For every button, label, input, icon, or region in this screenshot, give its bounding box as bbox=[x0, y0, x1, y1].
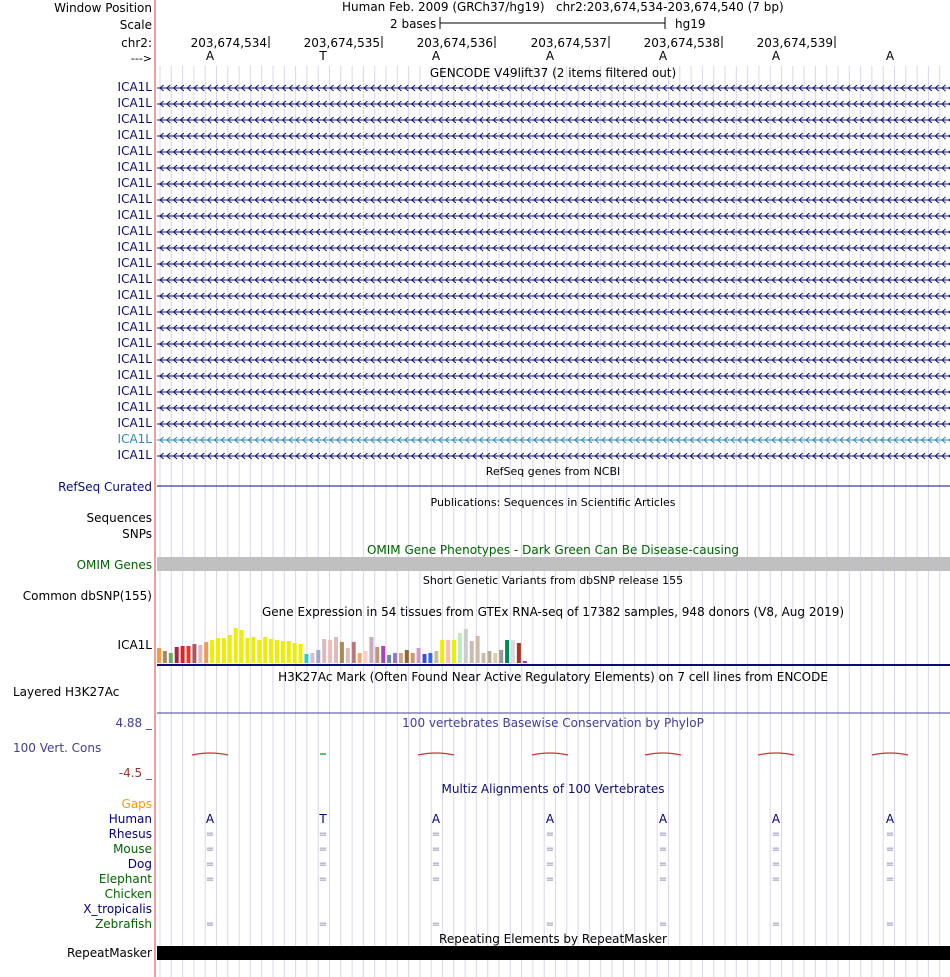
base-letter: A bbox=[205, 49, 215, 63]
gtex-tissue-bar bbox=[340, 642, 344, 663]
multiz-species-label[interactable]: Zebrafish bbox=[95, 917, 152, 931]
multiz-species-label[interactable]: Chicken bbox=[104, 887, 152, 901]
phylop-track-label[interactable]: 100 Vert. Cons bbox=[13, 741, 102, 755]
gtex-tissue-bar bbox=[157, 648, 161, 663]
phylop-max-label: 4.88 _ bbox=[115, 716, 152, 730]
gtex-tissue-bar bbox=[428, 653, 432, 663]
scale-label: Scale bbox=[119, 18, 152, 32]
gencode-transcript-label[interactable]: ICA1L bbox=[117, 368, 152, 382]
gtex-tissue-bar bbox=[204, 642, 208, 663]
gtex-tissue-bar bbox=[369, 637, 373, 663]
gencode-transcript-label[interactable]: ICA1L bbox=[117, 272, 152, 286]
phylop-mark bbox=[872, 753, 908, 755]
multiz-match-mark: = bbox=[205, 859, 215, 870]
gencode-transcript-label[interactable]: ICA1L bbox=[117, 304, 152, 318]
gencode-transcript-label[interactable]: ICA1L bbox=[117, 80, 152, 94]
gtex-tissue-bar bbox=[216, 638, 220, 663]
gencode-transcript-label[interactable]: ICA1L bbox=[117, 432, 152, 446]
gtex-tissue-bar bbox=[210, 640, 214, 663]
gencode-transcript-label[interactable]: ICA1L bbox=[117, 400, 152, 414]
gtex-tissue-bar bbox=[187, 646, 191, 663]
gencode-transcript-label[interactable]: ICA1L bbox=[117, 288, 152, 302]
gtex-tissue-bar bbox=[423, 654, 427, 663]
multiz-match-mark: = bbox=[771, 919, 781, 930]
gtex-tissue-bar bbox=[198, 645, 202, 663]
base-letter: A bbox=[545, 49, 555, 63]
gtex-tissue-bar bbox=[310, 653, 314, 663]
gtex-tissue-bar bbox=[446, 640, 450, 663]
gtex-tissue-bar bbox=[169, 653, 173, 663]
gtex-tissue-bar bbox=[293, 643, 297, 663]
gtex-tissue-bar bbox=[517, 643, 521, 663]
gtex-tissue-bar bbox=[181, 646, 185, 663]
gtex-tissue-bar bbox=[487, 651, 491, 663]
multiz-match-mark: = bbox=[205, 919, 215, 930]
phylop-mark bbox=[418, 753, 454, 755]
gencode-transcript-label[interactable]: ICA1L bbox=[117, 176, 152, 190]
gtex-track-label[interactable]: ICA1L bbox=[117, 638, 152, 652]
multiz-match-mark: = bbox=[545, 874, 555, 885]
chr-label: chr2: bbox=[121, 36, 152, 50]
multiz-human-base: A bbox=[545, 812, 555, 826]
sequences-track-label[interactable]: Sequences bbox=[86, 511, 152, 525]
gtex-tissue-bar bbox=[476, 636, 480, 663]
multiz-match-mark: = bbox=[318, 859, 328, 870]
gtex-tissue-bar bbox=[440, 640, 444, 663]
base-letter: A bbox=[658, 49, 668, 63]
gencode-transcript-label[interactable]: ICA1L bbox=[117, 224, 152, 238]
gencode-transcript-label[interactable]: ICA1L bbox=[117, 240, 152, 254]
gtex-track-title: Gene Expression in 54 tissues from GTEx RNA-seq of 17382 samples, 948 donors (V8, Aug 2019) bbox=[261, 605, 845, 619]
gtex-tissue-bar bbox=[246, 638, 250, 663]
snps-track-label[interactable]: SNPs bbox=[122, 527, 152, 541]
gtex-tissue-bar bbox=[334, 637, 338, 663]
refseq-track-title: RefSeq genes from NCBI bbox=[485, 465, 621, 478]
multiz-match-mark: = bbox=[318, 874, 328, 885]
gtex-tissue-bar bbox=[393, 653, 397, 663]
gtex-tissue-bar bbox=[240, 630, 244, 663]
gtex-tissue-bar bbox=[257, 640, 261, 663]
strand-label: ---> bbox=[130, 52, 152, 65]
multiz-species-label[interactable]: Dog bbox=[127, 857, 152, 871]
coordinate-label: 203,674,539 bbox=[756, 36, 833, 50]
multiz-match-mark: = bbox=[658, 919, 668, 930]
multiz-match-mark: = bbox=[771, 844, 781, 855]
refseq-track-label[interactable]: RefSeq Curated bbox=[58, 480, 152, 494]
multiz-species-label[interactable]: Elephant bbox=[98, 872, 152, 886]
multiz-match-mark: = bbox=[205, 829, 215, 840]
dbsnp-track-label[interactable]: Common dbSNP(155) bbox=[22, 589, 152, 603]
omim-track-title: OMIM Gene Phenotypes - Dark Green Can Be Disease-causing bbox=[366, 543, 740, 557]
multiz-match-mark: = bbox=[885, 919, 895, 930]
multiz-match-mark: = bbox=[771, 874, 781, 885]
multiz-species-label[interactable]: Mouse bbox=[113, 842, 152, 856]
gtex-tissue-bar bbox=[305, 654, 309, 663]
h3k27ac-track-title: H3K27Ac Mark (Often Found Near Active Regulatory Elements) on 7 cell lines from ENCODE bbox=[278, 670, 828, 684]
multiz-human-base: A bbox=[431, 812, 441, 826]
multiz-species-label[interactable]: Gaps bbox=[121, 797, 152, 811]
gtex-tissue-bar bbox=[234, 628, 238, 663]
gtex-tissue-bar bbox=[399, 653, 403, 663]
gtex-tissue-bar bbox=[464, 629, 468, 663]
repeatmasker-track-title: Repeating Elements by RepeatMasker bbox=[439, 932, 667, 946]
gtex-tissue-bar bbox=[375, 647, 379, 663]
multiz-species-label[interactable]: Rhesus bbox=[108, 827, 152, 841]
gtex-tissue-bar bbox=[316, 650, 320, 663]
gtex-tissue-bar bbox=[358, 653, 362, 663]
multiz-match-mark: = bbox=[885, 829, 895, 840]
multiz-human-base: A bbox=[771, 812, 781, 826]
h3k27ac-track-label[interactable]: Layered H3K27Ac bbox=[13, 685, 120, 699]
gtex-tissue-bar bbox=[251, 637, 255, 663]
base-letter: A bbox=[885, 49, 895, 63]
gtex-tissue-bar bbox=[281, 641, 285, 663]
gtex-tissue-bar bbox=[175, 647, 179, 663]
gencode-transcript-label[interactable]: ICA1L bbox=[117, 336, 152, 350]
gencode-transcript-label[interactable]: ICA1L bbox=[117, 320, 152, 334]
gtex-tissue-bar bbox=[275, 640, 279, 663]
gencode-transcript-label[interactable]: ICA1L bbox=[117, 192, 152, 206]
multiz-match-mark: = bbox=[431, 844, 441, 855]
gtex-tissue-bar bbox=[269, 639, 273, 663]
gtex-tissue-bar bbox=[417, 648, 421, 663]
base-letter: A bbox=[431, 49, 441, 63]
gtex-tissue-bar bbox=[499, 650, 503, 663]
multiz-human-base: A bbox=[658, 812, 668, 826]
gtex-tissue-bar bbox=[222, 638, 226, 663]
base-letter: A bbox=[771, 49, 781, 63]
multiz-match-mark: = bbox=[545, 859, 555, 870]
multiz-human-base: A bbox=[205, 812, 215, 826]
gtex-tissue-bar bbox=[322, 639, 326, 663]
gencode-transcript-label[interactable]: ICA1L bbox=[117, 416, 152, 430]
multiz-match-mark: = bbox=[658, 859, 668, 870]
omim-track-label[interactable]: OMIM Genes bbox=[76, 558, 152, 572]
multiz-match-mark: = bbox=[318, 844, 328, 855]
phylop-mark bbox=[532, 753, 568, 755]
db-label: hg19 bbox=[675, 17, 706, 31]
phylop-mark bbox=[192, 753, 228, 755]
window-position-label: Window Position bbox=[54, 1, 152, 15]
gencode-transcript-label[interactable]: ICA1L bbox=[117, 112, 152, 126]
multiz-track-title: Multiz Alignments of 100 Vertebrates bbox=[441, 782, 665, 796]
gtex-tissue-bar bbox=[163, 651, 167, 663]
gtex-tissue-bar bbox=[192, 644, 196, 663]
multiz-match-mark: = bbox=[658, 874, 668, 885]
multiz-match-mark: = bbox=[431, 859, 441, 870]
coordinate-label: 203,674,538 bbox=[643, 36, 720, 50]
coordinate-label: 203,674,537 bbox=[530, 36, 607, 50]
multiz-match-mark: = bbox=[318, 919, 328, 930]
phylop-track-title: 100 vertebrates Basewise Conservation by PhyloP bbox=[402, 716, 704, 730]
gtex-tissue-bar bbox=[405, 650, 409, 663]
multiz-species-label[interactable]: X_tropicalis bbox=[83, 902, 152, 916]
gtex-tissue-bar bbox=[434, 651, 438, 663]
coordinate-label: 203,674,534 bbox=[190, 36, 267, 50]
multiz-species-label[interactable]: Human bbox=[108, 812, 152, 826]
coordinate-label: 203,674,535 bbox=[303, 36, 380, 50]
gencode-transcript-label[interactable]: ICA1L bbox=[117, 352, 152, 366]
gtex-tissue-bar bbox=[411, 653, 415, 663]
multiz-match-mark: = bbox=[885, 844, 895, 855]
scale-text: 2 bases bbox=[390, 17, 437, 31]
gtex-tissue-bar bbox=[387, 655, 391, 663]
gencode-transcript-label[interactable]: ICA1L bbox=[117, 144, 152, 158]
gtex-tissue-bar bbox=[505, 640, 509, 663]
gtex-tissue-bar bbox=[511, 640, 515, 663]
gtex-tissue-bar bbox=[452, 640, 456, 663]
publications-track-title: Publications: Sequences in Scientific Articles bbox=[430, 496, 676, 509]
assembly-title: Human Feb. 2009 (GRCh37/hg19) chr2:203,674,534-203,674,540 (7 bp) bbox=[342, 0, 784, 14]
repeatmasker-track-label[interactable]: RepeatMasker bbox=[66, 946, 152, 960]
gtex-tissue-bar bbox=[263, 637, 267, 663]
multiz-match-mark: = bbox=[658, 844, 668, 855]
multiz-match-mark: = bbox=[431, 874, 441, 885]
gencode-transcript-label[interactable]: ICA1L bbox=[117, 384, 152, 398]
gtex-tissue-bar bbox=[523, 661, 527, 663]
phylop-mark bbox=[758, 753, 794, 755]
dbsnp-track-title: Short Genetic Variants from dbSNP release 155 bbox=[422, 574, 684, 587]
gencode-transcript-label[interactable]: ICA1L bbox=[117, 208, 152, 222]
multiz-match-mark: = bbox=[885, 874, 895, 885]
multiz-human-base: T bbox=[319, 812, 327, 826]
gtex-tissue-bar bbox=[346, 648, 350, 663]
gtex-tissue-bar bbox=[458, 633, 462, 663]
multiz-match-mark: = bbox=[545, 844, 555, 855]
gtex-tissue-bar bbox=[287, 641, 291, 663]
multiz-match-mark: = bbox=[431, 829, 441, 840]
multiz-match-mark: = bbox=[771, 829, 781, 840]
gtex-tissue-bar bbox=[470, 641, 474, 663]
gtex-tissue-bar bbox=[482, 653, 486, 663]
gencode-transcript-label[interactable]: ICA1L bbox=[117, 160, 152, 174]
coordinate-label: 203,674,536 bbox=[416, 36, 493, 50]
multiz-match-mark: = bbox=[658, 829, 668, 840]
gtex-tissue-bar bbox=[493, 653, 497, 663]
multiz-match-mark: = bbox=[205, 874, 215, 885]
multiz-match-mark: = bbox=[545, 829, 555, 840]
base-letter: T bbox=[319, 49, 327, 63]
gencode-transcript-label[interactable]: ICA1L bbox=[117, 448, 152, 462]
gencode-track-title: GENCODE V49lift37 (2 items filtered out) bbox=[429, 66, 677, 80]
gtex-tissue-bar bbox=[381, 646, 385, 663]
omim-bar bbox=[157, 557, 950, 571]
gtex-tissue-bar bbox=[228, 635, 232, 663]
phylop-mark bbox=[645, 753, 681, 755]
multiz-human-base: A bbox=[885, 812, 895, 826]
multiz-match-mark: = bbox=[885, 859, 895, 870]
gtex-tissue-bar bbox=[364, 651, 368, 663]
phylop-min-label: -4.5 _ bbox=[118, 766, 152, 780]
gencode-transcript-label[interactable]: ICA1L bbox=[117, 128, 152, 142]
gencode-transcript-label[interactable]: ICA1L bbox=[117, 256, 152, 270]
gencode-transcript-label[interactable]: ICA1L bbox=[117, 96, 152, 110]
gtex-tissue-bar bbox=[328, 640, 332, 663]
gtex-tissue-bar bbox=[299, 644, 303, 663]
multiz-match-mark: = bbox=[205, 844, 215, 855]
multiz-match-mark: = bbox=[318, 829, 328, 840]
repeatmasker-bar bbox=[157, 946, 950, 960]
multiz-match-mark: = bbox=[771, 859, 781, 870]
gtex-tissue-bar bbox=[352, 642, 356, 663]
multiz-match-mark: = bbox=[431, 919, 441, 930]
multiz-match-mark: = bbox=[545, 919, 555, 930]
